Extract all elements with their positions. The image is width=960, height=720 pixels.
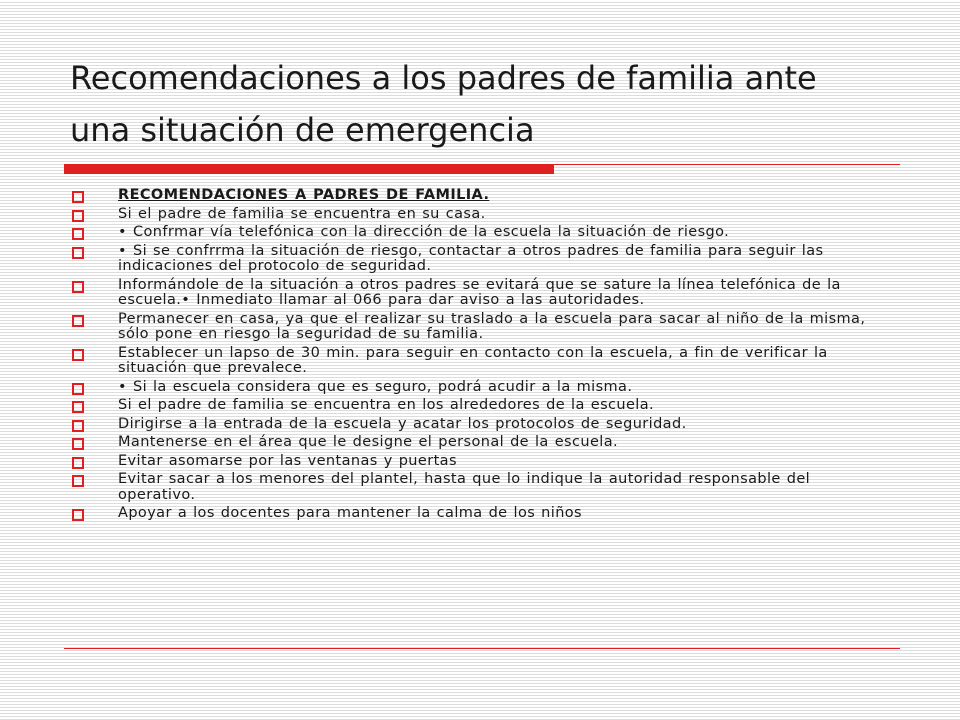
list-item <box>72 472 892 503</box>
hollow-square-icon <box>72 315 84 327</box>
recommendations-list <box>72 188 892 525</box>
slide-title-line-1: Recomendaciones a los padres de familia ante <box>70 59 817 97</box>
hollow-square-icon <box>72 509 84 521</box>
list-item <box>72 435 892 451</box>
list-item-text: Permanecer en casa, ya que el realizar su traslado a la escuela para sacar al niño de la misma, sólo pone en riesgo la seguridad de su familia. <box>118 310 866 342</box>
list-item <box>72 244 892 275</box>
hollow-square-icon <box>72 457 84 469</box>
list-item-text: Si el padre de familia se encuentra en los alrededores de la escuela. <box>118 397 655 413</box>
list-item-text: • Confrmar vía telefónica con la dirección de la escuela la situación de riesgo. <box>118 224 730 240</box>
list-item-text: Establecer un lapso de 30 min. para seguir en contacto con la escuela, a fin de verificar la situación que prevalece. <box>118 344 828 376</box>
list-item <box>72 380 892 396</box>
slide-title-line-2: una situación de emergencia <box>70 111 535 149</box>
hollow-square-icon <box>72 349 84 361</box>
list-item-text: Evitar sacar a los menores del plantel, hasta que lo indique la autoridad responsable del operativo. <box>118 471 811 503</box>
hollow-square-icon <box>72 247 84 259</box>
title-accent-bar <box>64 164 554 174</box>
footer-divider-line <box>64 648 900 649</box>
list-item <box>72 417 892 433</box>
list-item-text: Apoyar a los docentes para mantener la calma de los niños <box>118 505 583 521</box>
hollow-square-icon <box>72 438 84 450</box>
hollow-square-icon <box>72 401 84 413</box>
list-item <box>72 225 892 241</box>
list-item-text: • Si se confrrma la situación de riesgo, contactar a otros padres de familia para seguir las indicaciones del protocolo de seguridad. <box>118 242 824 274</box>
list-item <box>72 454 892 470</box>
hollow-square-icon <box>72 228 84 240</box>
list-item-text: Evitar asomarse por las ventanas y puertas <box>118 452 457 469</box>
list-item <box>72 506 892 522</box>
hollow-square-icon <box>72 383 84 395</box>
list-heading: RECOMENDACIONES A PADRES DE FAMILIA. <box>118 187 490 203</box>
hollow-square-icon <box>72 281 84 293</box>
title-divider-line <box>554 164 900 165</box>
list-item-text: • Si la escuela considera que es seguro, podrá acudir a la misma. <box>118 378 633 395</box>
list-item-text: Informándole de la situación a otros padres se evitará que se sature la línea telefónica de la escuela.• Inmediato llamar al 066 para dar aviso a las autoridades. <box>118 276 841 308</box>
list-item-text: Mantenerse en el área que le designe el personal de la escuela. <box>118 434 619 450</box>
hollow-square-icon <box>72 191 84 203</box>
hollow-square-icon <box>72 420 84 432</box>
list-item-text: Si el padre de familia se encuentra en su casa. <box>118 205 486 222</box>
list-item <box>72 312 892 343</box>
list-item <box>72 278 892 309</box>
list-item <box>72 346 892 377</box>
hollow-square-icon <box>72 210 84 222</box>
list-item-text: Dirigirse a la entrada de la escuela y acatar los protocolos de seguridad. <box>118 415 687 432</box>
hollow-square-icon <box>72 475 84 487</box>
list-item <box>72 188 892 204</box>
slide-title <box>70 52 930 156</box>
list-item <box>72 207 892 223</box>
list-item <box>72 398 892 414</box>
